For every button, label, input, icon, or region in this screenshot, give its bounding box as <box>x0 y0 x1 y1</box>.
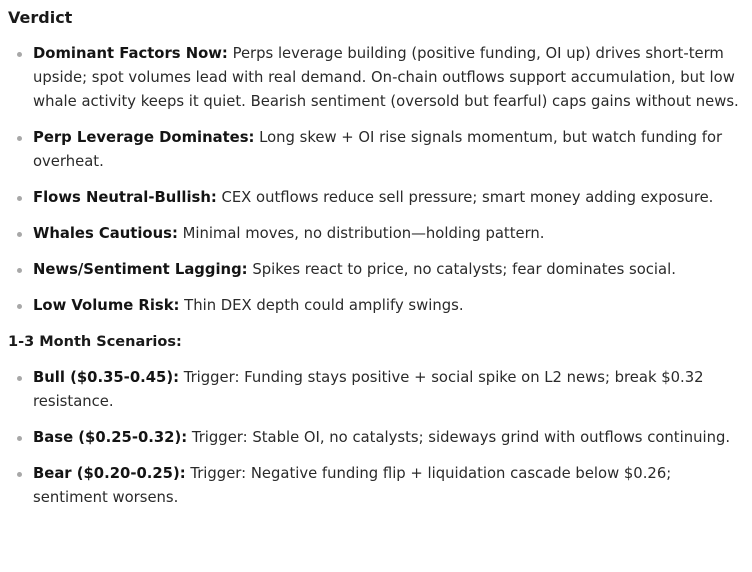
list-item <box>8 462 752 510</box>
bullet-icon <box>17 52 22 57</box>
bullet-icon <box>17 136 22 141</box>
verdict-heading: Verdict <box>8 8 73 27</box>
scenarios-heading: 1-3 Month Scenarios: <box>8 334 182 350</box>
item-label: Perp Leverage Dominates: <box>33 129 255 146</box>
item-text: Trigger: Negative funding flip + liquidation cascade below $0.26; sentiment worsens. <box>33 465 672 506</box>
bullet-icon <box>17 196 22 201</box>
scenarios-list <box>8 366 752 510</box>
bullet-icon <box>17 268 22 273</box>
item-text: Minimal moves, no distribution—holding pattern. <box>177 225 545 242</box>
bullet-icon <box>17 304 22 309</box>
item-label: News/Sentiment Lagging: <box>33 261 248 278</box>
item-text: Spikes react to price, no catalysts; fear dominates social. <box>247 261 676 278</box>
item-label: Bull ($0.35-0.45): <box>33 369 180 386</box>
item-text: Trigger: Stable OI, no catalysts; sideways grind with outflows continuing. <box>187 429 731 446</box>
bullet-icon <box>17 436 22 441</box>
item-label: Bear ($0.20-0.25): <box>33 465 186 482</box>
list-item <box>8 186 752 210</box>
item-text: Perps leverage building (positive funding, OI up) drives short-term upside; spot volumes lead with real demand. On-chain outflows support accumulation, but low whale activity keeps it quiet. Bearish sentiment (oversold but fearful) caps gains without news. <box>33 45 739 110</box>
bullet-icon <box>17 376 22 381</box>
list-item <box>8 42 752 114</box>
item-text: Thin DEX depth could amplify swings. <box>179 297 464 314</box>
item-label: Flows Neutral-Bullish: <box>33 189 217 206</box>
list-item <box>8 366 752 414</box>
item-label: Base ($0.25-0.32): <box>33 429 188 446</box>
list-item <box>8 258 752 282</box>
list-item <box>8 294 752 318</box>
list-item <box>8 426 752 450</box>
list-item <box>8 126 752 174</box>
item-label: Low Volume Risk: <box>33 297 180 314</box>
list-item <box>8 222 752 246</box>
item-text: Trigger: Funding stays positive + social spike on L2 news; break $0.32 resistance. <box>33 369 704 410</box>
verdict-list <box>8 42 752 318</box>
item-text: CEX outflows reduce sell pressure; smart money adding exposure. <box>216 189 714 206</box>
bullet-icon <box>17 232 22 237</box>
bullet-icon <box>17 472 22 477</box>
item-label: Dominant Factors Now: <box>33 45 228 62</box>
item-text: Long skew + OI rise signals momentum, but watch funding for overheat. <box>33 129 723 170</box>
item-label: Whales Cautious: <box>33 225 178 242</box>
